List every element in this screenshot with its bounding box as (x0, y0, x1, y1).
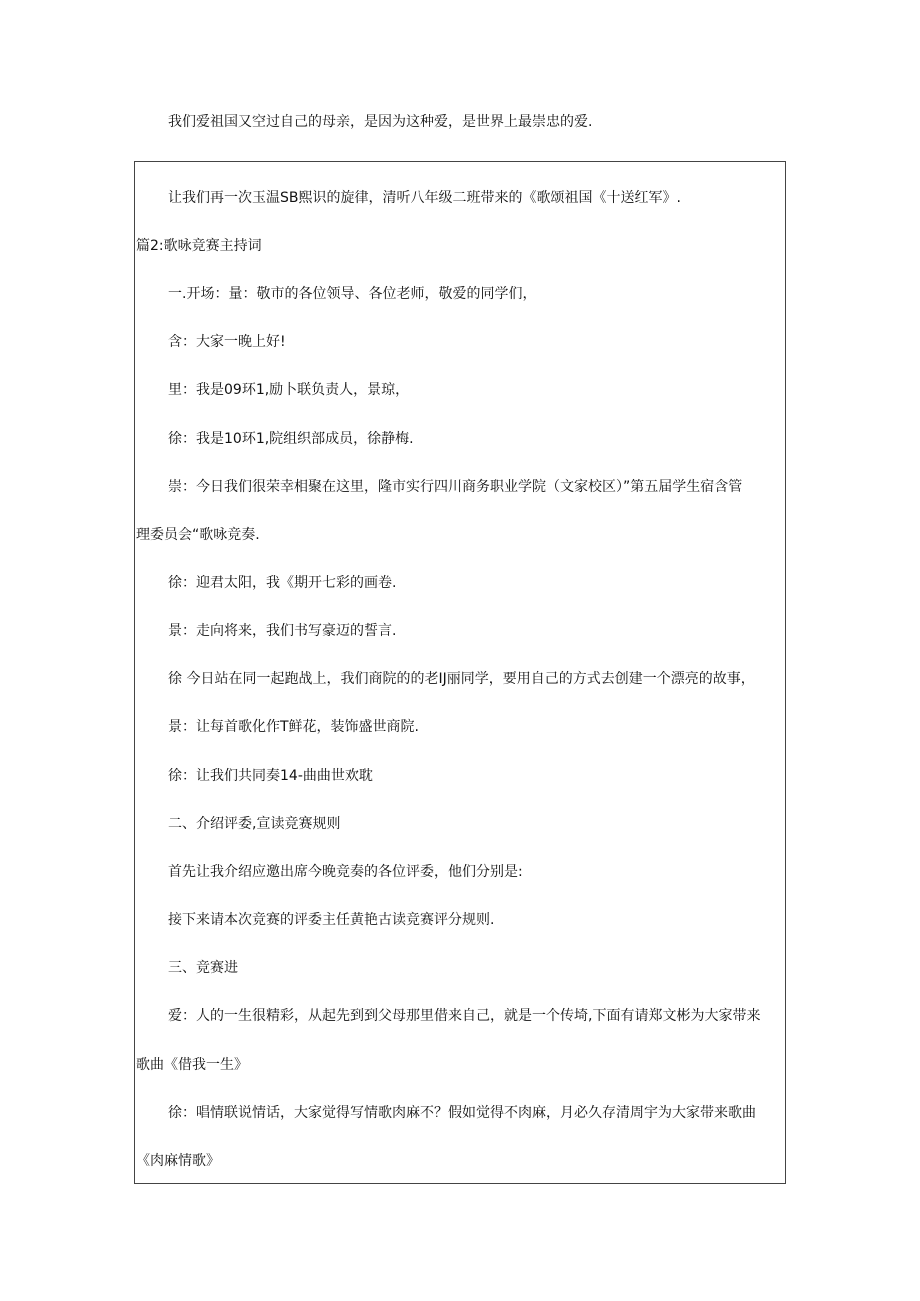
paragraph-song-intro: 让我们再一次玉温SB熙识的旋律，清听八年级二班带来的《歌颂祖国《十送红军》. (168, 190, 681, 206)
paragraph-opening: 一.开场：量：敬市的各位领导、各位老师，敬爱的同学们， (168, 286, 537, 302)
paragraph-song-2-title: 《肉麻情歌》 (136, 1153, 220, 1169)
paragraph-future: 景：走向将来，我们书写豪迈的誓言. (168, 623, 397, 639)
paragraph-start-line: 徐 今日站在同一起跑战上，我们商院的的老IJ丽同学，要用自己的方式去创建一个漂亮的故事， (168, 671, 755, 687)
paragraph-host-1: 里：我是09环1,励卜联负责人，景琼， (168, 382, 410, 398)
paragraph-gathering: 崇：今日我们很荣幸相聚在这里，隆市实行四川商务职业学院（文家校区）”第五届学生宿含管 (168, 479, 743, 495)
heading-competition: 三、竞赛进 (168, 960, 238, 976)
section-title-article-2: 篇2:歌咏竞赛主持词 (136, 238, 262, 254)
paragraph-flowers: 景：让每首歌化作T鲜花，装饰盛世商院. (168, 719, 420, 735)
paragraph-song-2: 徐：唱情联说情话，大家觉得写情歌肉麻不？假如觉得不肉麻，月必久存清周宇为大家带来歌曲 (168, 1105, 756, 1121)
paragraph-judges-intro: 首先让我介绍应邀出席今晚竞奏的各位评委，他们分别是: (168, 864, 523, 880)
intro-line: 我们爱祖国又空过自己的母亲，是因为这种爱，是世界上最崇忠的爱. (168, 114, 593, 130)
paragraph-song-1: 爱：人的一生很精彩，从起先到到父母那里借来自己，就是一个传埼,下面有请郑文彬为大家带来 (168, 1008, 761, 1024)
paragraph-host-2: 徐：我是10环1,院组织部成员，徐静梅. (168, 431, 414, 447)
paragraph-together: 徐：让我们共同奏14-曲曲世欢耽 (168, 768, 373, 784)
heading-judges: 二、介绍评委,宣读竞赛规则 (168, 816, 341, 832)
paragraph-gathering-cont: 理委员会“歌咏竞奏. (136, 527, 260, 543)
paragraph-song-1-title: 歌曲《借我一生》 (136, 1057, 248, 1073)
paragraph-greeting: 含：大家一晚上好! (168, 334, 286, 350)
paragraph-sunshine: 徐：迎君太阳，我《期开七彩的画卷. (168, 575, 397, 591)
content-frame (134, 161, 786, 1184)
paragraph-rules: 接下来请本次竞赛的评委主任黄艳古读竞赛评分规则. (168, 912, 495, 928)
